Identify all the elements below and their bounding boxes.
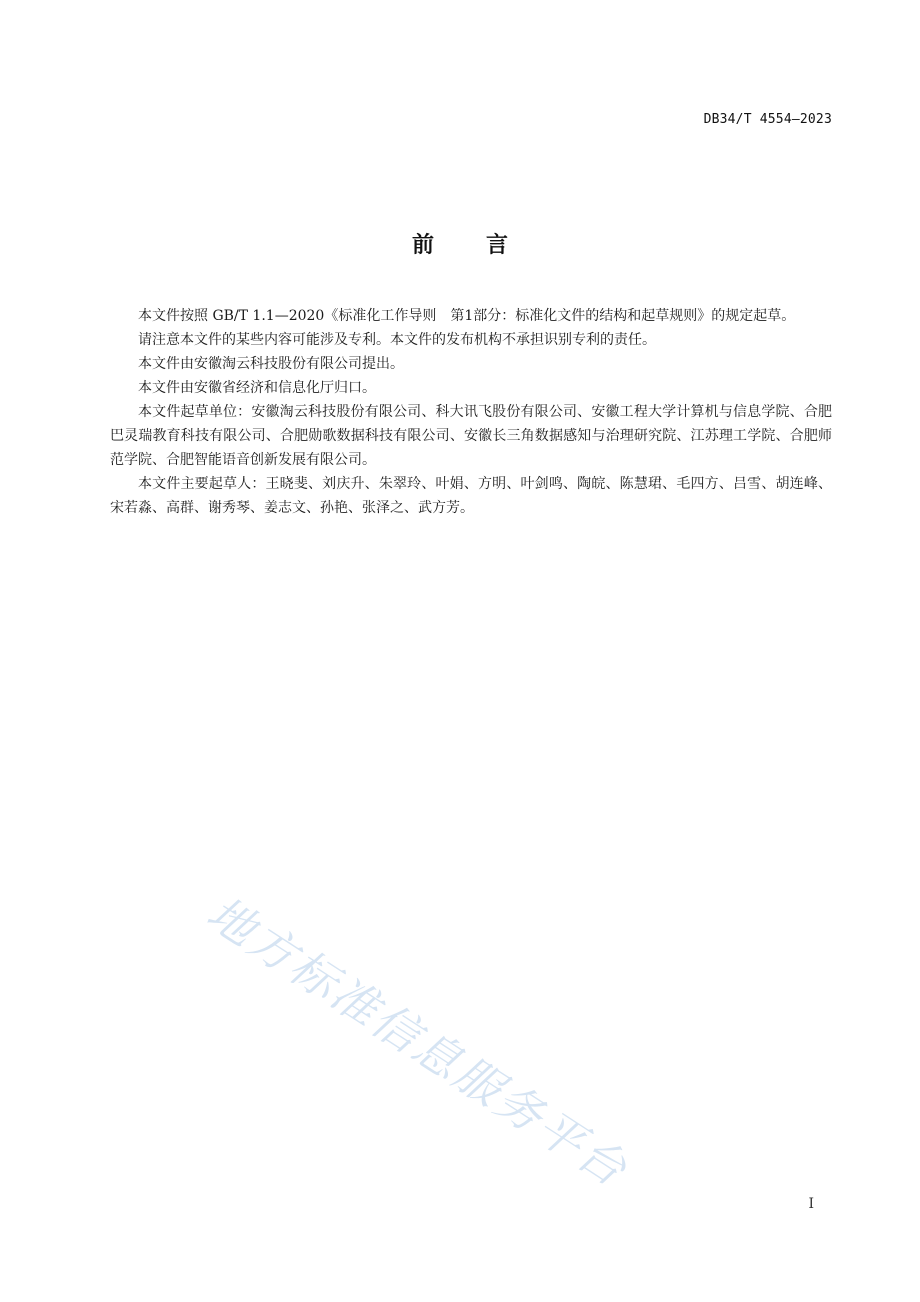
page-number: I (808, 1196, 814, 1212)
page-title: 前言 (411, 233, 560, 258)
document-code: DB34/T 4554—2023 (703, 112, 832, 127)
watermark: 地方标准信息服务平台 (197, 885, 639, 1198)
paragraph-drafting-rules: 本文件按照 GB/T 1.1—2020《标准化工作导则 第1部分：标准化文件的结构和起草规则》的规定起草。 (138, 308, 796, 324)
paragraph-drafters: 本文件主要起草人：王晓斐、刘庆升、朱翠玲、叶娟、方明、叶剑鸣、陶皖、陈慧珺、毛四方、吕雪、胡连峰、宋若淼、高群、谢秀琴、姜志文、孙艳、张泽之、武方芳。 (110, 476, 832, 516)
paragraph-administrator: 本文件由安徽省经济和信息化厅归口。 (138, 380, 376, 396)
paragraph-proposer: 本文件由安徽淘云科技股份有限公司提出。 (138, 356, 404, 372)
paragraph-patent-notice: 请注意本文件的某些内容可能涉及专利。本文件的发布机构不承担识别专利的责任。 (138, 332, 656, 348)
paragraph-drafting-units: 本文件起草单位：安徽淘云科技股份有限公司、科大讯飞股份有限公司、安徽工程大学计算机与信息学院、合肥巴灵瑞教育科技有限公司、合肥勋歌数据科技有限公司、安徽长三角数据感知与治理研究院、江苏理工学院、合肥师范学院、合肥智能语音创新发展有限公司。 (110, 404, 832, 468)
preface-body (110, 304, 832, 520)
